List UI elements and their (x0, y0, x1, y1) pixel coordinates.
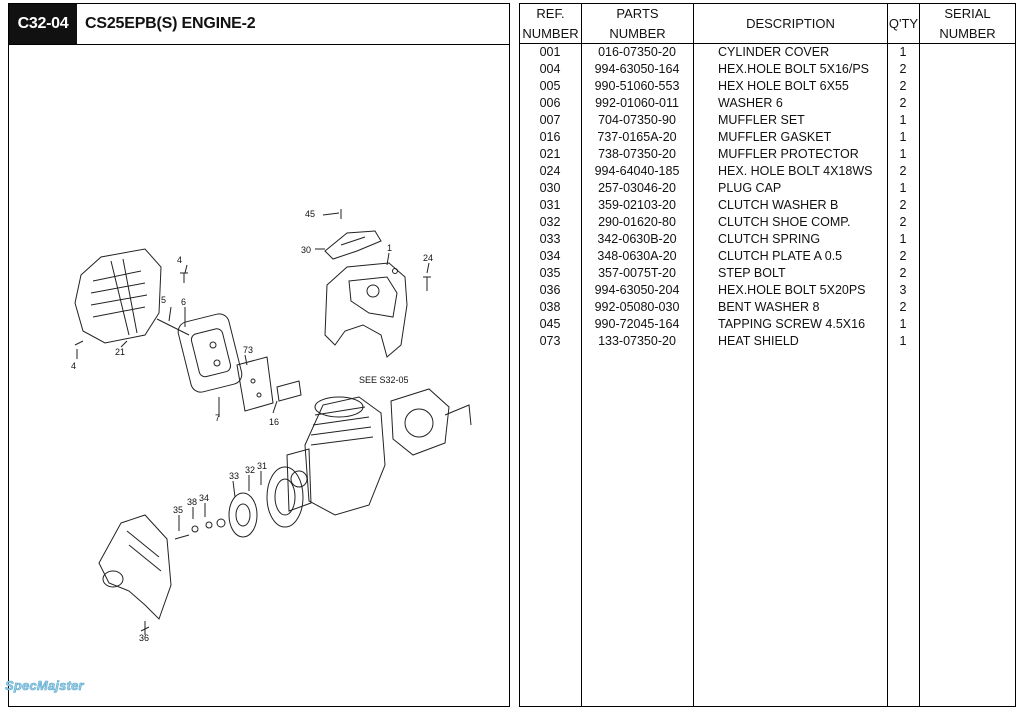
engine-block-part (287, 397, 385, 515)
heat-shield-part (237, 357, 273, 411)
callout: 21 (115, 347, 126, 357)
ref-cell: 006 (539, 96, 561, 110)
qty-cell: 1 (899, 232, 907, 246)
ref-cell: 001 (539, 45, 561, 59)
table-row (519, 61, 919, 78)
callout: 4 (177, 255, 183, 265)
ref-cell: 045 (539, 317, 561, 331)
qty-cell: 2 (899, 266, 907, 280)
callout: 36 (139, 633, 150, 643)
table-row (519, 231, 919, 248)
qty-cell: 1 (899, 181, 907, 195)
qty-cell: 2 (899, 198, 907, 212)
table-row (519, 129, 919, 146)
qty-header: Q'TY (888, 4, 919, 44)
ref-cell: 021 (539, 147, 561, 161)
watermark-logo: SpecMajster (5, 678, 84, 693)
callout: 33 (229, 471, 240, 481)
recoil-starter-part (391, 389, 471, 455)
callout: 38 (187, 497, 198, 507)
table-row (519, 163, 919, 180)
ref-cell: 004 (539, 62, 561, 76)
table-row (519, 248, 919, 265)
table-row (519, 333, 919, 350)
parts-rows (519, 44, 919, 350)
table-row (519, 197, 919, 214)
table-row (519, 78, 919, 95)
part-number-cell: 359-02103-20 (598, 198, 676, 212)
description-cell: CLUTCH SPRING (718, 232, 821, 246)
muffler-gasket-part (277, 381, 301, 401)
muffler-part (176, 312, 244, 394)
diagram-panel (5, 3, 510, 707)
plug-cap-part (325, 231, 381, 259)
fan-cover-part (99, 515, 171, 619)
qty-cell: 1 (899, 130, 907, 144)
part-number-cell: 257-03046-20 (598, 181, 676, 195)
see-reference: SEE S32-05 (359, 375, 409, 385)
part-number-cell: 704-07350-90 (598, 113, 676, 127)
exploded-engine-diagram (9, 45, 509, 706)
part-number-cell: 990-51060-553 (594, 79, 680, 93)
table-row (519, 265, 919, 282)
qty-cell: 2 (899, 249, 907, 263)
callout: 7 (215, 413, 221, 423)
table-row (519, 282, 919, 299)
callout: 5 (161, 295, 167, 305)
table-row (519, 316, 919, 333)
callout: 32 (245, 465, 256, 475)
parts-header (582, 4, 693, 44)
ref-cell: 033 (539, 232, 561, 246)
description-cell: CLUTCH PLATE A 0.5 (718, 249, 843, 263)
description-cell: HEAT SHIELD (718, 334, 799, 348)
qty-cell: 1 (899, 45, 907, 59)
callout: 6 (181, 297, 187, 307)
part-number-cell: 990-72045-164 (594, 317, 680, 331)
parts-header-line2: NUMBER (609, 26, 666, 41)
ref-cell: 073 (539, 334, 561, 348)
description-cell: BENT WASHER 8 (718, 300, 820, 314)
table-row (519, 180, 919, 197)
callout: 31 (257, 461, 268, 471)
qty-cell: 2 (899, 79, 907, 93)
description-cell: HEX.HOLE BOLT 5X16/PS (718, 62, 869, 76)
callout: 73 (243, 345, 254, 355)
description-cell: WASHER 6 (718, 96, 783, 110)
serial-header-line2: NUMBER (939, 26, 996, 41)
part-number-cell: 016-07350-20 (598, 45, 676, 59)
part-number-cell: 737-0165A-20 (597, 130, 677, 144)
ref-cell: 005 (539, 79, 561, 93)
description-cell: PLUG CAP (718, 181, 782, 195)
description-cell: MUFFLER GASKET (718, 130, 832, 144)
serial-header-line1: SERIAL (944, 6, 991, 21)
callout: 45 (305, 209, 316, 219)
table-row (519, 214, 919, 231)
part-number-cell: 992-05080-030 (594, 300, 680, 314)
cylinder-cover-part (325, 263, 407, 357)
parts-header-line1: PARTS (616, 6, 659, 21)
ref-header (520, 4, 581, 44)
ref-cell: 035 (539, 266, 561, 280)
qty-cell: 1 (899, 334, 907, 348)
qty-cell: 2 (899, 300, 907, 314)
callout: 16 (269, 417, 280, 427)
description-cell: CLUTCH WASHER B (718, 198, 839, 212)
part-number-cell: 994-63050-204 (594, 283, 680, 297)
qty-cell: 2 (899, 62, 907, 76)
ref-cell: 038 (539, 300, 561, 314)
part-number-cell: 348-0630A-20 (597, 249, 677, 263)
serial-column (920, 4, 1015, 706)
description-cell: HEX. HOLE BOLT 4X18WS (718, 164, 873, 178)
part-number-cell: 738-07350-20 (598, 147, 676, 161)
table-row (519, 299, 919, 316)
table-row (519, 146, 919, 163)
qty-cell: 2 (899, 215, 907, 229)
bolts (75, 209, 434, 631)
ref-header-line1: REF. (536, 6, 565, 21)
description-cell: HEX.HOLE BOLT 5X20PS (718, 283, 866, 297)
muffler-protector-part (75, 249, 161, 343)
description-cell: MUFFLER SET (718, 113, 805, 127)
page-title: CS25EPB(S) ENGINE-2 (85, 15, 256, 32)
ref-cell: 030 (539, 181, 561, 195)
qty-cell: 1 (899, 317, 907, 331)
serial-header (920, 4, 1015, 44)
qty-cell: 2 (899, 164, 907, 178)
qty-cell: 1 (899, 113, 907, 127)
ref-cell: 034 (539, 249, 561, 263)
part-number-cell: 342-0630B-20 (597, 232, 677, 246)
qty-cell: 3 (899, 283, 907, 297)
description-cell: HEX HOLE BOLT 6X55 (718, 79, 849, 93)
ref-cell: 031 (539, 198, 561, 212)
description-cell: CYLINDER COVER (718, 45, 830, 59)
ref-cell: 016 (539, 130, 561, 144)
description-cell: STEP BOLT (718, 266, 786, 280)
ref-cell: 024 (539, 164, 561, 178)
leader-lines (77, 213, 429, 635)
description-header: DESCRIPTION (694, 4, 887, 44)
part-number-cell: 290-01620-80 (598, 215, 676, 229)
table-row (519, 44, 919, 61)
description-cell: CLUTCH SHOE COMP. (718, 215, 851, 229)
callout: 24 (423, 253, 434, 263)
section-code: C32-04 (9, 4, 77, 44)
ref-cell: 036 (539, 283, 561, 297)
table-row (519, 95, 919, 112)
part-number-cell: 133-07350-20 (598, 334, 676, 348)
part-number-cell: 357-0075T-20 (598, 266, 676, 280)
part-number-cell: 994-63050-164 (594, 62, 680, 76)
ref-cell: 007 (539, 113, 561, 127)
qty-cell: 1 (899, 147, 907, 161)
title-bar (9, 4, 509, 45)
table-row (519, 112, 919, 129)
callout: 4 (71, 361, 77, 371)
qty-cell: 2 (899, 96, 907, 110)
description-cell: TAPPING SCREW 4.5X16 (718, 317, 866, 331)
part-number-cell: 992-01060-011 (595, 96, 679, 110)
part-number-cell: 994-64040-185 (594, 164, 680, 178)
callout: 35 (173, 505, 184, 515)
ref-cell: 032 (539, 215, 561, 229)
callout: 34 (199, 493, 210, 503)
callout: 1 (387, 243, 393, 253)
callout: 30 (301, 245, 312, 255)
description-cell: MUFFLER PROTECTOR (718, 147, 859, 161)
ref-header-line2: NUMBER (522, 26, 579, 41)
